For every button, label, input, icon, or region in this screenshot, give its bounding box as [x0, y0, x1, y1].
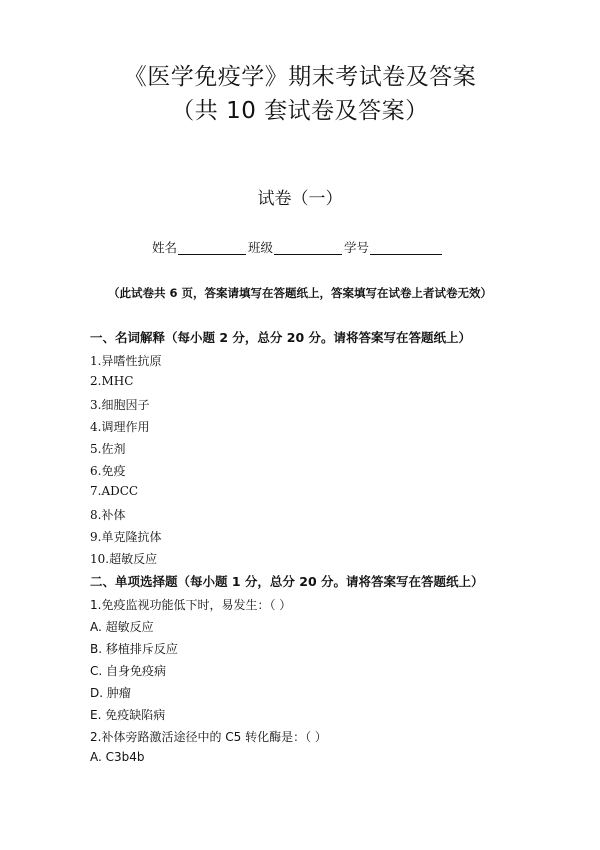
term-item: 7.ADCC: [90, 484, 139, 498]
name-blank[interactable]: [178, 241, 246, 255]
student-id-blank[interactable]: [370, 241, 442, 255]
paper-title: 试卷（一）: [257, 189, 343, 209]
term-item: 9.单克隆抗体: [90, 530, 162, 544]
question-1-option-e: E. 免疫缺陷病: [90, 708, 166, 722]
term-item: 8.补体: [90, 508, 126, 522]
term-item: 4.调理作用: [90, 420, 150, 434]
document-subtitle: （共 10 套试卷及答案）: [171, 98, 429, 124]
term-item: 2.MHC: [90, 374, 134, 388]
term-item: 5.佐剂: [90, 442, 126, 456]
section2-heading: 二、单项选择题（每小题 1 分，总分 20 分。请将答案写在答题纸上）: [90, 574, 484, 589]
term-item: 10.超敏反应: [90, 552, 158, 566]
question-1-option-a: A. 超敏反应: [90, 620, 154, 634]
question-2-stem: 2.补体旁路激活途径中的 C5 转化酶是：（ ）: [90, 730, 327, 744]
name-label: 姓名: [152, 240, 178, 255]
question-1-option-d: D. 肿瘤: [90, 686, 131, 700]
exam-notice: （此试卷共 6 页，答案请填写在答题纸上，答案填写在试卷上者试卷无效）: [107, 286, 492, 300]
term-item: 6.免疫: [90, 464, 126, 478]
question-2-option-a: A. C3b4b: [90, 750, 145, 764]
class-label: 班级: [248, 240, 274, 255]
question-1-option-c: C. 自身免疫病: [90, 664, 167, 678]
question-1-stem: 1.免疫监视功能低下时，易发生：（ ）: [90, 598, 292, 612]
class-blank[interactable]: [274, 241, 342, 255]
document-title: 《医学免疫学》期末考试卷及答案: [123, 64, 477, 90]
term-item: 1.异嗜性抗原: [90, 354, 162, 368]
section1-heading: 一、名词解释（每小题 2 分，总分 20 分。请将答案写在答题纸上）: [90, 330, 472, 345]
student-info-row: [152, 238, 444, 256]
student-id-label: 学号: [344, 240, 370, 255]
question-1-option-b: B. 移植排斥反应: [90, 642, 178, 656]
term-item: 3.细胞因子: [90, 398, 150, 412]
